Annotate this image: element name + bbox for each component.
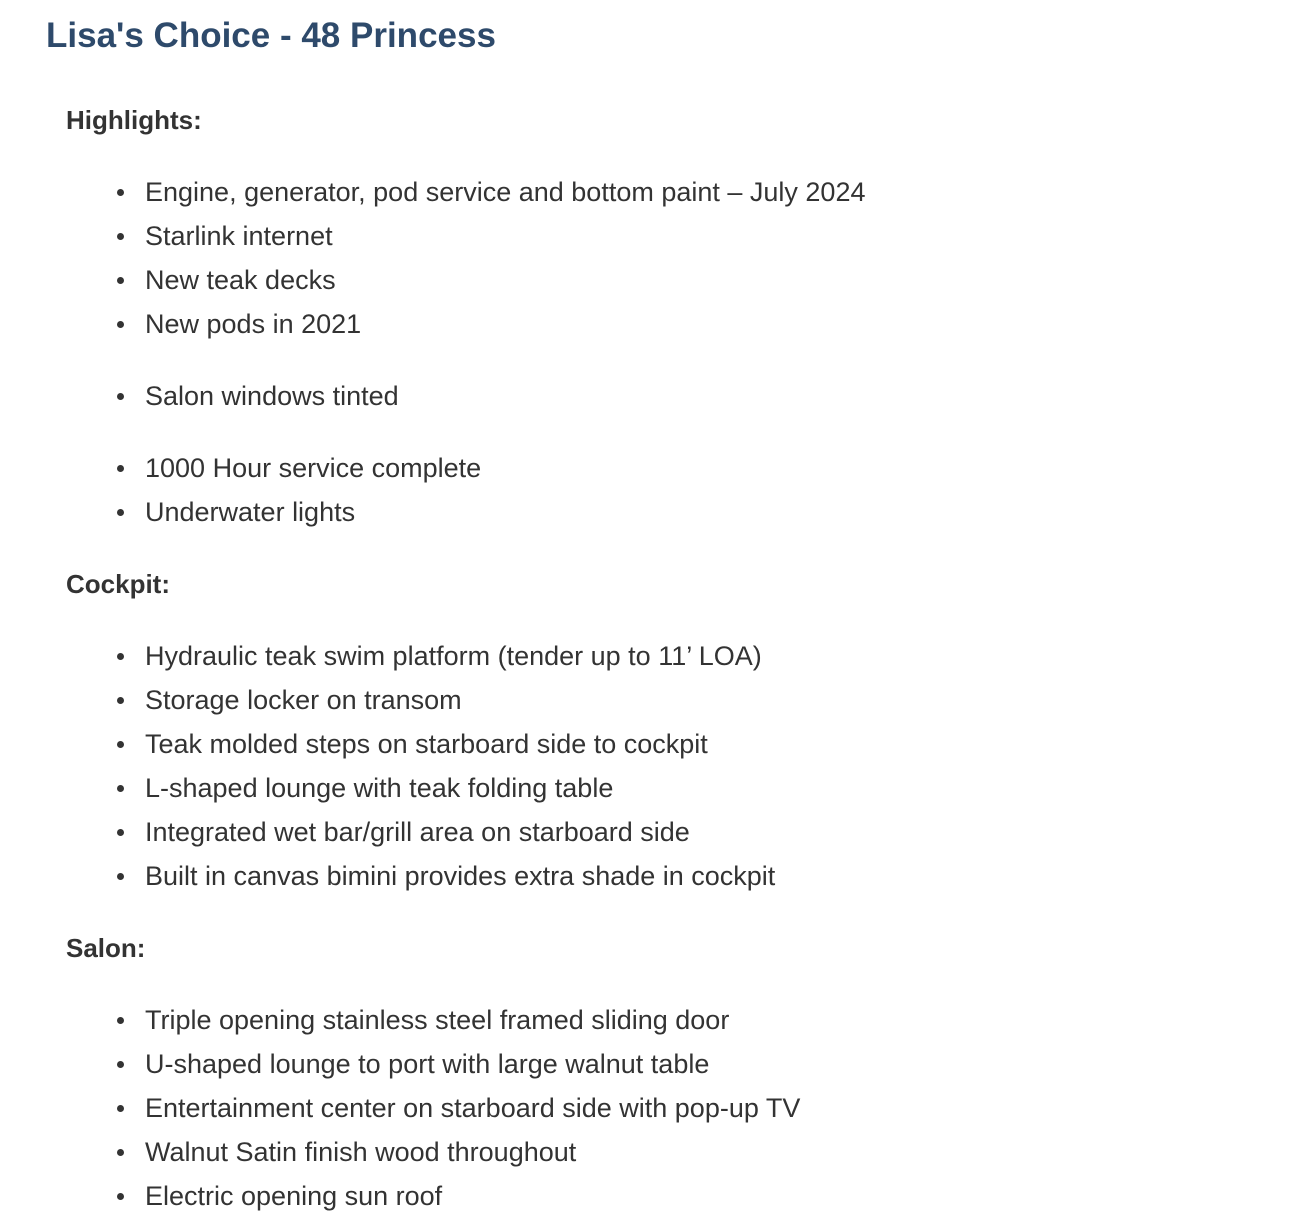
page-title: Lisa's Choice - 48 Princess <box>46 16 496 55</box>
section-heading-salon: Salon: <box>66 933 146 963</box>
list-item: Built in canvas bimini provides extra shade in cockpit <box>145 861 776 891</box>
list-item: Storage locker on transom <box>145 685 462 715</box>
list-item: Salon windows tinted <box>145 381 399 411</box>
list-item: Starlink internet <box>145 221 333 251</box>
list-item: New teak decks <box>145 265 336 295</box>
list-item: U-shaped lounge to port with large walnut table <box>145 1049 710 1079</box>
list-item: Walnut Satin finish wood throughout <box>145 1137 577 1167</box>
section-heading-cockpit: Cockpit: <box>66 569 170 599</box>
list-item: Teak molded steps on starboard side to cockpit <box>145 729 708 759</box>
list-item: Triple opening stainless steel framed sliding door <box>145 1005 730 1035</box>
list-item: Integrated wet bar/grill area on starboard side <box>145 817 690 847</box>
section-heading-highlights: Highlights: <box>66 105 202 135</box>
list-item: Engine, generator, pod service and bottom paint – July 2024 <box>145 177 866 207</box>
list-item: Hydraulic teak swim platform (tender up to 11’ LOA) <box>145 641 762 671</box>
list-item: L-shaped lounge with teak folding table <box>145 773 614 803</box>
list-item: 1000 Hour service complete <box>145 453 482 483</box>
list-item: Entertainment center on starboard side with pop-up TV <box>145 1093 801 1123</box>
list-item: Underwater lights <box>145 497 356 527</box>
list-item: Electric opening sun roof <box>145 1181 443 1211</box>
list-item: New pods in 2021 <box>145 309 362 339</box>
